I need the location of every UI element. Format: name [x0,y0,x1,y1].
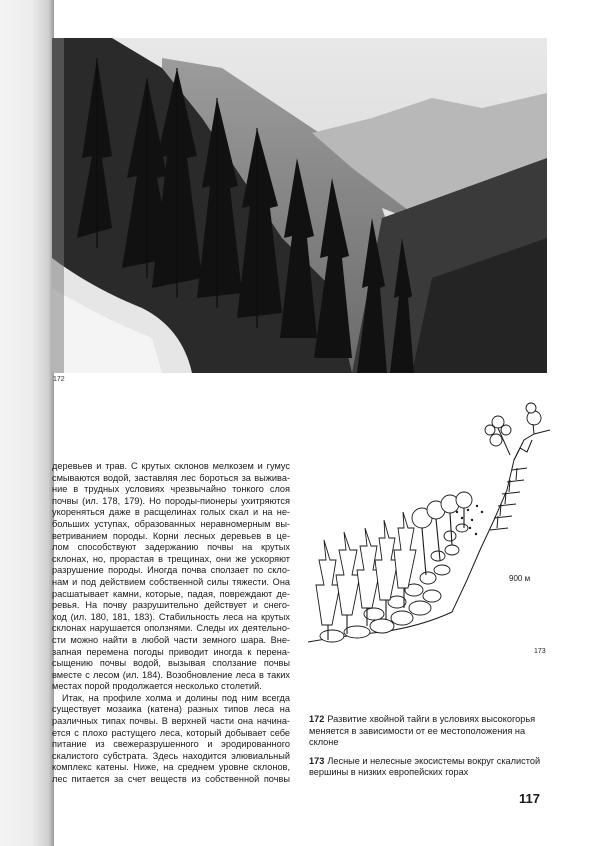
body-line: различных типах почвы. В верхней части она начина- [52,716,290,727]
slope-ecosystem-diagram [302,400,554,665]
body-line: склонах, но, прорастая в трещинах, они же ускоряют [52,553,290,564]
body-line: нам и под действием собственной силы тяжести. Она [52,576,290,587]
body-line: лес питается за счет веществ из собственной почвы [52,774,290,785]
body-line: ревья. На почву разрушительно действует и снего- [52,600,290,611]
body-line: существует мозаика (катена) разных типов леса на [52,704,290,715]
body-line: почвы (ил. 178, 179). Но породы-пионеры ухитряются [52,495,290,506]
body-line: комплекс катены. Ниже, на среднем уровне склонов, [52,762,290,773]
caption-172 [309,714,549,749]
body-text-column [52,461,290,809]
page-number: 117 [519,791,540,806]
body-line: ние в трудных условиях чрезвычайно тонкого слоя [52,484,290,495]
elevation-label: 900 м [509,574,531,583]
body-line: Итак, на профиле холма и долины под ним всегда [62,692,290,703]
body-line: разрушение породы. Иногда почва сползает по скло- [52,565,290,576]
body-line: местах порой продолжается несколько столетий. [52,681,262,692]
body-line: вместе с лесом (ил. 184). Возобновление леса в таких [52,669,290,680]
body-line: ход (ил. 180, 181, 183). Стабильность леса на крутых [52,611,290,622]
caption-number: 173 [309,755,325,766]
body-line: питание из свежеразрушенного и эродированного [52,739,290,750]
body-line: сти можно найти в любой части земного шара. Вне- [52,634,290,645]
body-line: укореняться даже в расщелинах голых скал и на не- [52,507,290,518]
body-line: ветриванием породы. Корни лесных деревьев в це- [52,530,290,541]
body-line: ется с плохо растущего леса, который добывает себе [52,727,290,738]
body-line: деревьев и трав. С крутых склонов мелкозем и гумус [52,461,290,471]
diagram-figure-number: 173 [534,648,546,655]
body-line: смываются водой, заставляя лес бороться за выжива- [52,472,290,483]
figure-captions [309,714,549,786]
body-line: скалистого субстрата. Здесь находится элювиальный [52,750,290,761]
body-line: больших уступах, образованных неравномерным вы- [52,518,290,529]
mountain-forest-photo [52,38,547,373]
body-line: склонах нарушается оползнями. Следы их деятельно- [52,623,290,634]
body-line: запная перемена погоды приводит иногда к перена- [52,646,290,657]
book-spine-shadow [0,0,54,846]
caption-text: Лесные и нелесные экосистемы вокруг скалистой вершины в низких европейских горах [309,755,541,778]
caption-173 [309,756,549,779]
photo-number: 172 [53,376,65,383]
caption-number: 172 [309,714,325,724]
body-line: сыщению почвы водой, вызывая сползание почвы [52,658,290,669]
body-line: лом способствуют задержанию почвы на крутых [52,542,290,553]
caption-text: Развитие хвойной тайги в условиях высокогорья меняется в зависимости от ее местоположения на склоне [309,714,536,748]
body-line: расшатывает камни, которые, падая, повреждают де- [52,588,290,599]
